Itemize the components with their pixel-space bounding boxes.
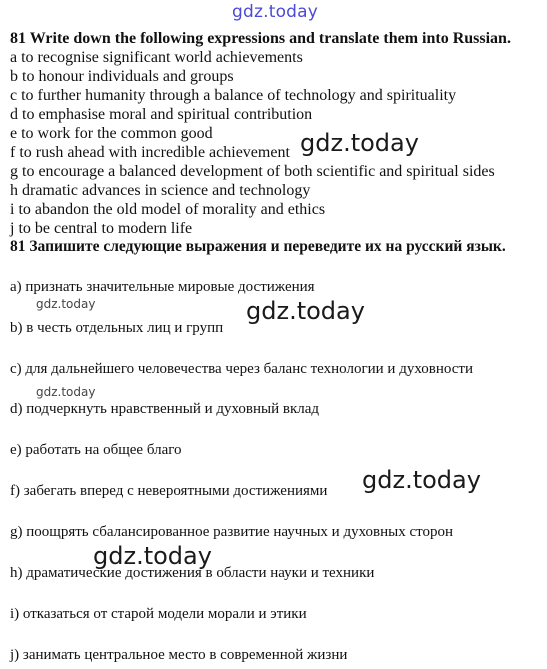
watermark-3: gdz.today (246, 297, 365, 325)
russian-item-f: f) забегать вперед с невероятными достижениями (10, 483, 328, 499)
watermark-1: gdz.today (300, 129, 419, 157)
russian-item-e: e) работать на общее благо (10, 442, 182, 458)
russian-item-b: b) в честь отдельных лиц и групп (10, 320, 224, 336)
russian-item-g: g) поощрять сбалансированное развитие научных и духовных сторон (10, 524, 453, 540)
watermark-top: gdz.today (232, 2, 319, 22)
exercise-heading-russian: 81 Запишите следующие выражения и переведите их на русский язык. (10, 238, 506, 255)
english-item-i: i to abandon the old model of morality and ethics (10, 201, 326, 218)
russian-item-h: h) драматические достижения в области науки и техники (10, 565, 375, 581)
watermark-6: gdz.today (93, 542, 212, 570)
english-item-e: e to work for the common good (10, 125, 213, 142)
russian-item-i: i) отказаться от старой модели морали и этики (10, 606, 307, 622)
russian-item-d: d) подчеркнуть нравственный и духовный вклад (10, 401, 320, 417)
english-item-a: a to recognise significant world achievements (10, 49, 303, 66)
watermark-5: gdz.today (362, 466, 481, 494)
russian-item-j: j) занимать центральное место в современной жизни (10, 647, 348, 663)
english-item-f: f to rush ahead with incredible achievement (10, 144, 290, 161)
english-item-d: d to emphasise moral and spiritual contribution (10, 106, 313, 123)
english-item-c: c to further humanity through a balance of technology and spirituality (10, 87, 457, 104)
exercise-heading-english: 81 Write down the following expressions and translate them into Russian. (10, 30, 511, 47)
russian-item-c: c) для дальнейшего человечества через баланс технологии и духовности (10, 361, 473, 377)
english-item-g: g to encourage a balanced development of both scientific and spiritual sides (10, 163, 495, 180)
russian-item-a: a) признать значительные мировые достижения (10, 279, 315, 295)
watermark-4: gdz.today (36, 385, 96, 399)
watermark-2: gdz.today (36, 297, 96, 311)
english-item-b: b to honour individuals and groups (10, 68, 234, 85)
english-item-j: j to be central to modern life (10, 220, 193, 237)
english-item-h: h dramatic advances in science and technology (10, 182, 311, 199)
